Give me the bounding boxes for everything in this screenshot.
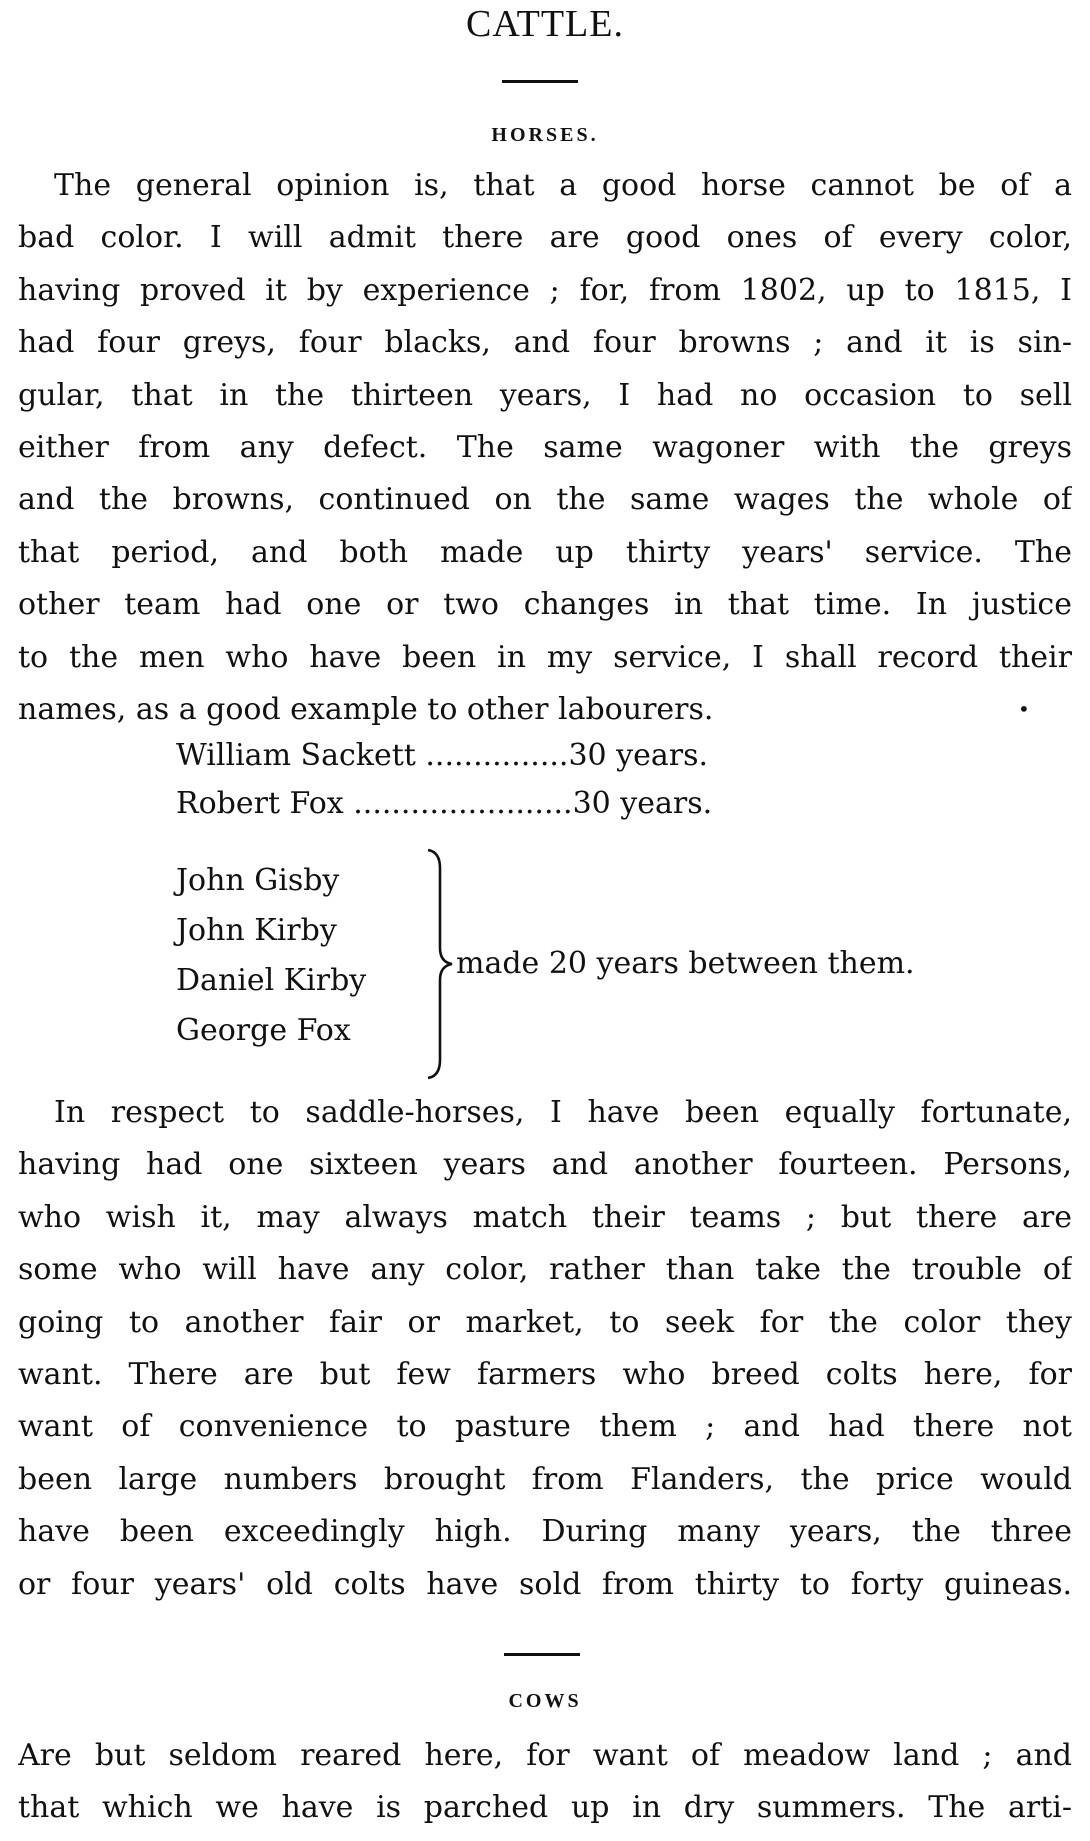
braced-name: John Gisby — [176, 863, 340, 898]
title-rule — [502, 80, 578, 83]
text-line: have been exceedingly high. During many years, the three — [18, 1514, 1072, 1550]
cows-paragraph — [18, 1730, 1072, 1835]
service-years: 30 years. — [568, 738, 709, 773]
service-entry — [176, 738, 916, 773]
text-line: The general opinion is, that a good horse cannot be of a — [54, 168, 1072, 203]
text-line: Are but seldom reared here, for want of meadow land ; and — [18, 1738, 1072, 1773]
text-line: gular, that in the thirteen years, I had no occasion to sell — [18, 377, 1072, 413]
braced-name-list — [176, 856, 366, 1056]
text-line: In respect to saddle-horses, I have been equally fortunate, — [54, 1095, 1072, 1130]
horses-paragraph-2 — [18, 1087, 1072, 1611]
text-line: that which we have is parched up in dry summers. The arti- — [18, 1790, 1072, 1826]
braced-name: Daniel Kirby — [176, 963, 367, 998]
text-line: had four greys, four blacks, and four browns ; and it is sin- — [18, 325, 1072, 361]
horses-heading: HORSES. — [491, 124, 599, 146]
text-line: names, as a good example to other labourers. — [18, 691, 714, 727]
text-line: either from any defect. The same wagoner with the greys — [18, 429, 1072, 465]
text-line: to the men who have been in my service, I shall record their — [18, 639, 1072, 675]
text-line: who wish it, may always match their teams ; but there are — [18, 1199, 1072, 1235]
leader-dots: ............... — [425, 738, 569, 773]
braced-name: George Fox — [176, 1013, 351, 1048]
leader-dots: ....................... — [353, 786, 573, 821]
section-rule — [504, 1653, 580, 1656]
text-line: or four years' old colts have sold from thirty to forty guineas. — [18, 1566, 1072, 1602]
text-line: that period, and both made up thirty years' service. The — [18, 534, 1072, 570]
text-line: other team had one or two changes in that time. In justice — [18, 587, 1072, 623]
text-line: and the browns, continued on the same wages the whole of — [18, 482, 1072, 518]
horses-paragraph-1 — [18, 160, 1072, 736]
service-entry — [176, 786, 916, 821]
cows-heading: COWS — [508, 1690, 582, 1712]
stray-bullet-mark: • — [1018, 697, 1030, 721]
service-name: Robert Fox — [176, 786, 344, 821]
text-line: want of convenience to pasture them ; and had there not — [18, 1409, 1072, 1445]
braced-note: made 20 years between them. — [456, 946, 915, 981]
text-line: want. There are but few farmers who breed colts here, for — [18, 1356, 1072, 1392]
service-years: 30 years. — [572, 786, 713, 821]
braced-name: John Kirby — [176, 913, 337, 948]
text-line: some who will have any color, rather than take the trouble of — [18, 1252, 1072, 1288]
text-line: bad color. I will admit there are good ones of every color, — [18, 220, 1072, 256]
service-name: William Sackett — [176, 738, 416, 773]
text-line: having proved it by experience ; for, from 1802, up to 1815, I — [18, 272, 1072, 308]
right-curly-brace — [426, 848, 456, 1080]
page-title: CATTLE. — [466, 3, 624, 45]
text-line: going to another fair or market, to seek for the color they — [18, 1304, 1072, 1340]
text-line: been large numbers brought from Flanders, the price would — [18, 1461, 1072, 1497]
text-line: having had one sixteen years and another fourteen. Persons, — [18, 1147, 1072, 1183]
